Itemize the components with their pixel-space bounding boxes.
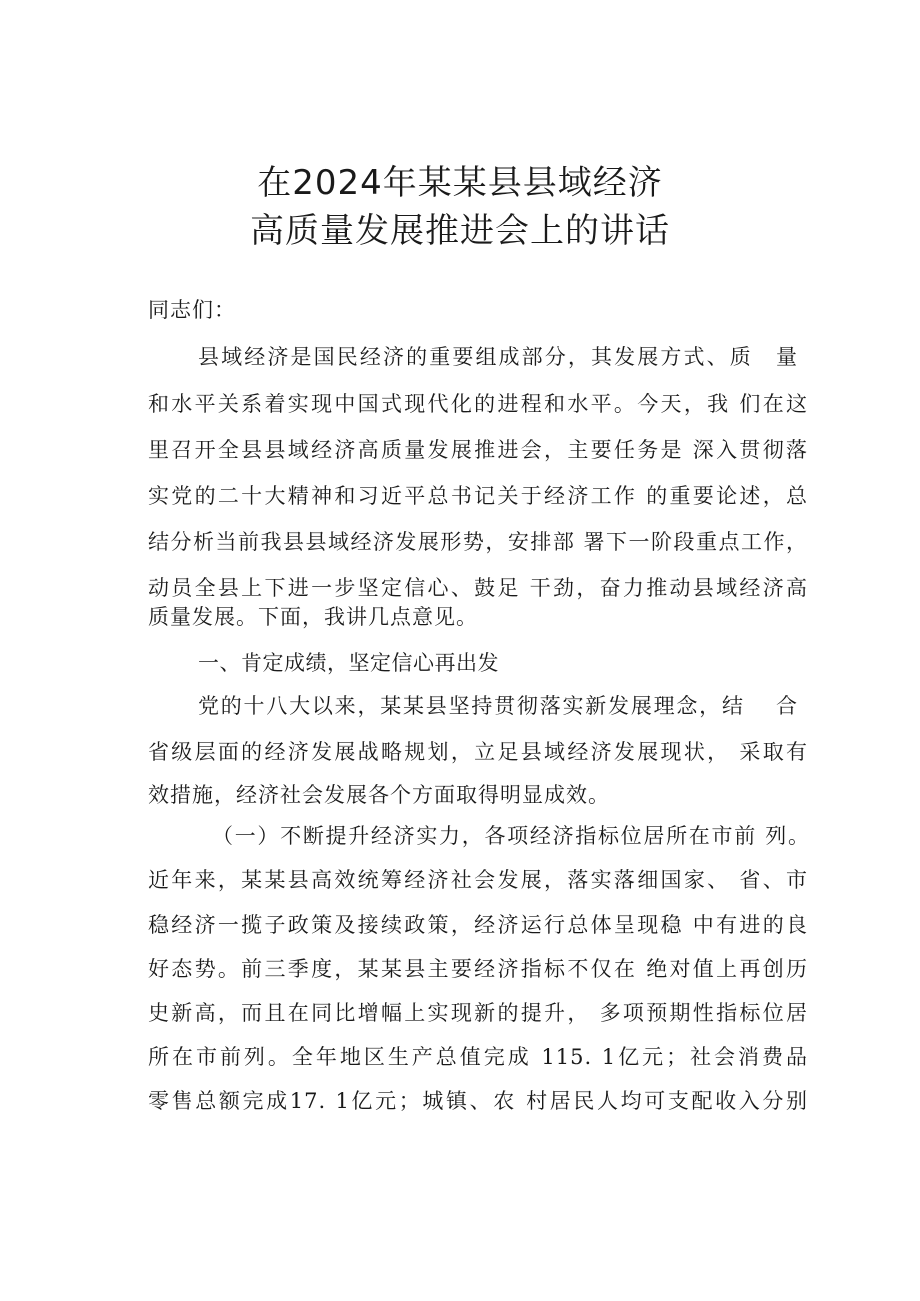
section-heading: 一、肯定成绩，坚定信心再出发 [198, 651, 499, 675]
paragraph-line: 和水平关系着实现中国式现代化的进程和水平。今天，我 们在这 [148, 392, 808, 416]
paragraph-line: 省级层面的经济发展战略规划，立足县域经济发展现状， 采取有 [148, 740, 808, 764]
paragraph-line: 史新高，而且在同比增幅上实现新的提升， 多项预期性指标位居 [148, 1001, 808, 1025]
paragraph-line: 好态势。前三季度，某某县主要经济指标不仅在 绝对值上再创历 [148, 957, 808, 981]
paragraph-line: 结分析当前我县县域经济发展形势，安排部 署下一阶段重点工作， [148, 530, 808, 554]
salutation: 同志们： [148, 298, 236, 322]
paragraph-line: 零售总额完成17. 1亿元；城镇、农 村居民人均可支配收入分别 [148, 1089, 808, 1113]
document-title-line-1: 在2024年某某县县域经济 [257, 163, 663, 203]
paragraph-line: 所在市前列。全年地区生产总值完成 115. 1亿元；社会消费品 [148, 1045, 808, 1069]
paragraph-line: 动员全县上下进一步坚定信心、鼓足 干劲，奋力推动县域经济高 [148, 576, 808, 600]
paragraph-line: 实党的二十大精神和习近平总书记关于经济工作 的重要论述，总 [148, 484, 808, 508]
paragraph-line: 稳经济一揽子政策及接续政策，经济运行总体呈现稳 中有进的良 [148, 913, 808, 937]
paragraph-line: 党的十八大以来，某某县坚持贯彻落实新发展理念，结 合 [198, 694, 798, 718]
subsection-heading-line: （一）不断提升经济实力，各项经济指标位居所在市前 列。 [212, 824, 810, 848]
paragraph-line: 县域经济是国民经济的重要组成部分，其发展方式、质 量 [198, 345, 798, 369]
paragraph-line: 质量发展。下面，我讲几点意见。 [148, 605, 478, 629]
document-title-line-2: 高质量发展推进会上的讲话 [250, 211, 670, 251]
paragraph-line: 里召开全县县域经济高质量发展推进会，主要任务是 深入贯彻落 [148, 438, 808, 462]
paragraph-line: 近年来，某某县高效统筹经济社会发展，落实落细国家、 省、市 [148, 868, 808, 892]
paragraph-line: 效措施，经济社会发展各个方面取得明显成效。 [148, 783, 610, 807]
